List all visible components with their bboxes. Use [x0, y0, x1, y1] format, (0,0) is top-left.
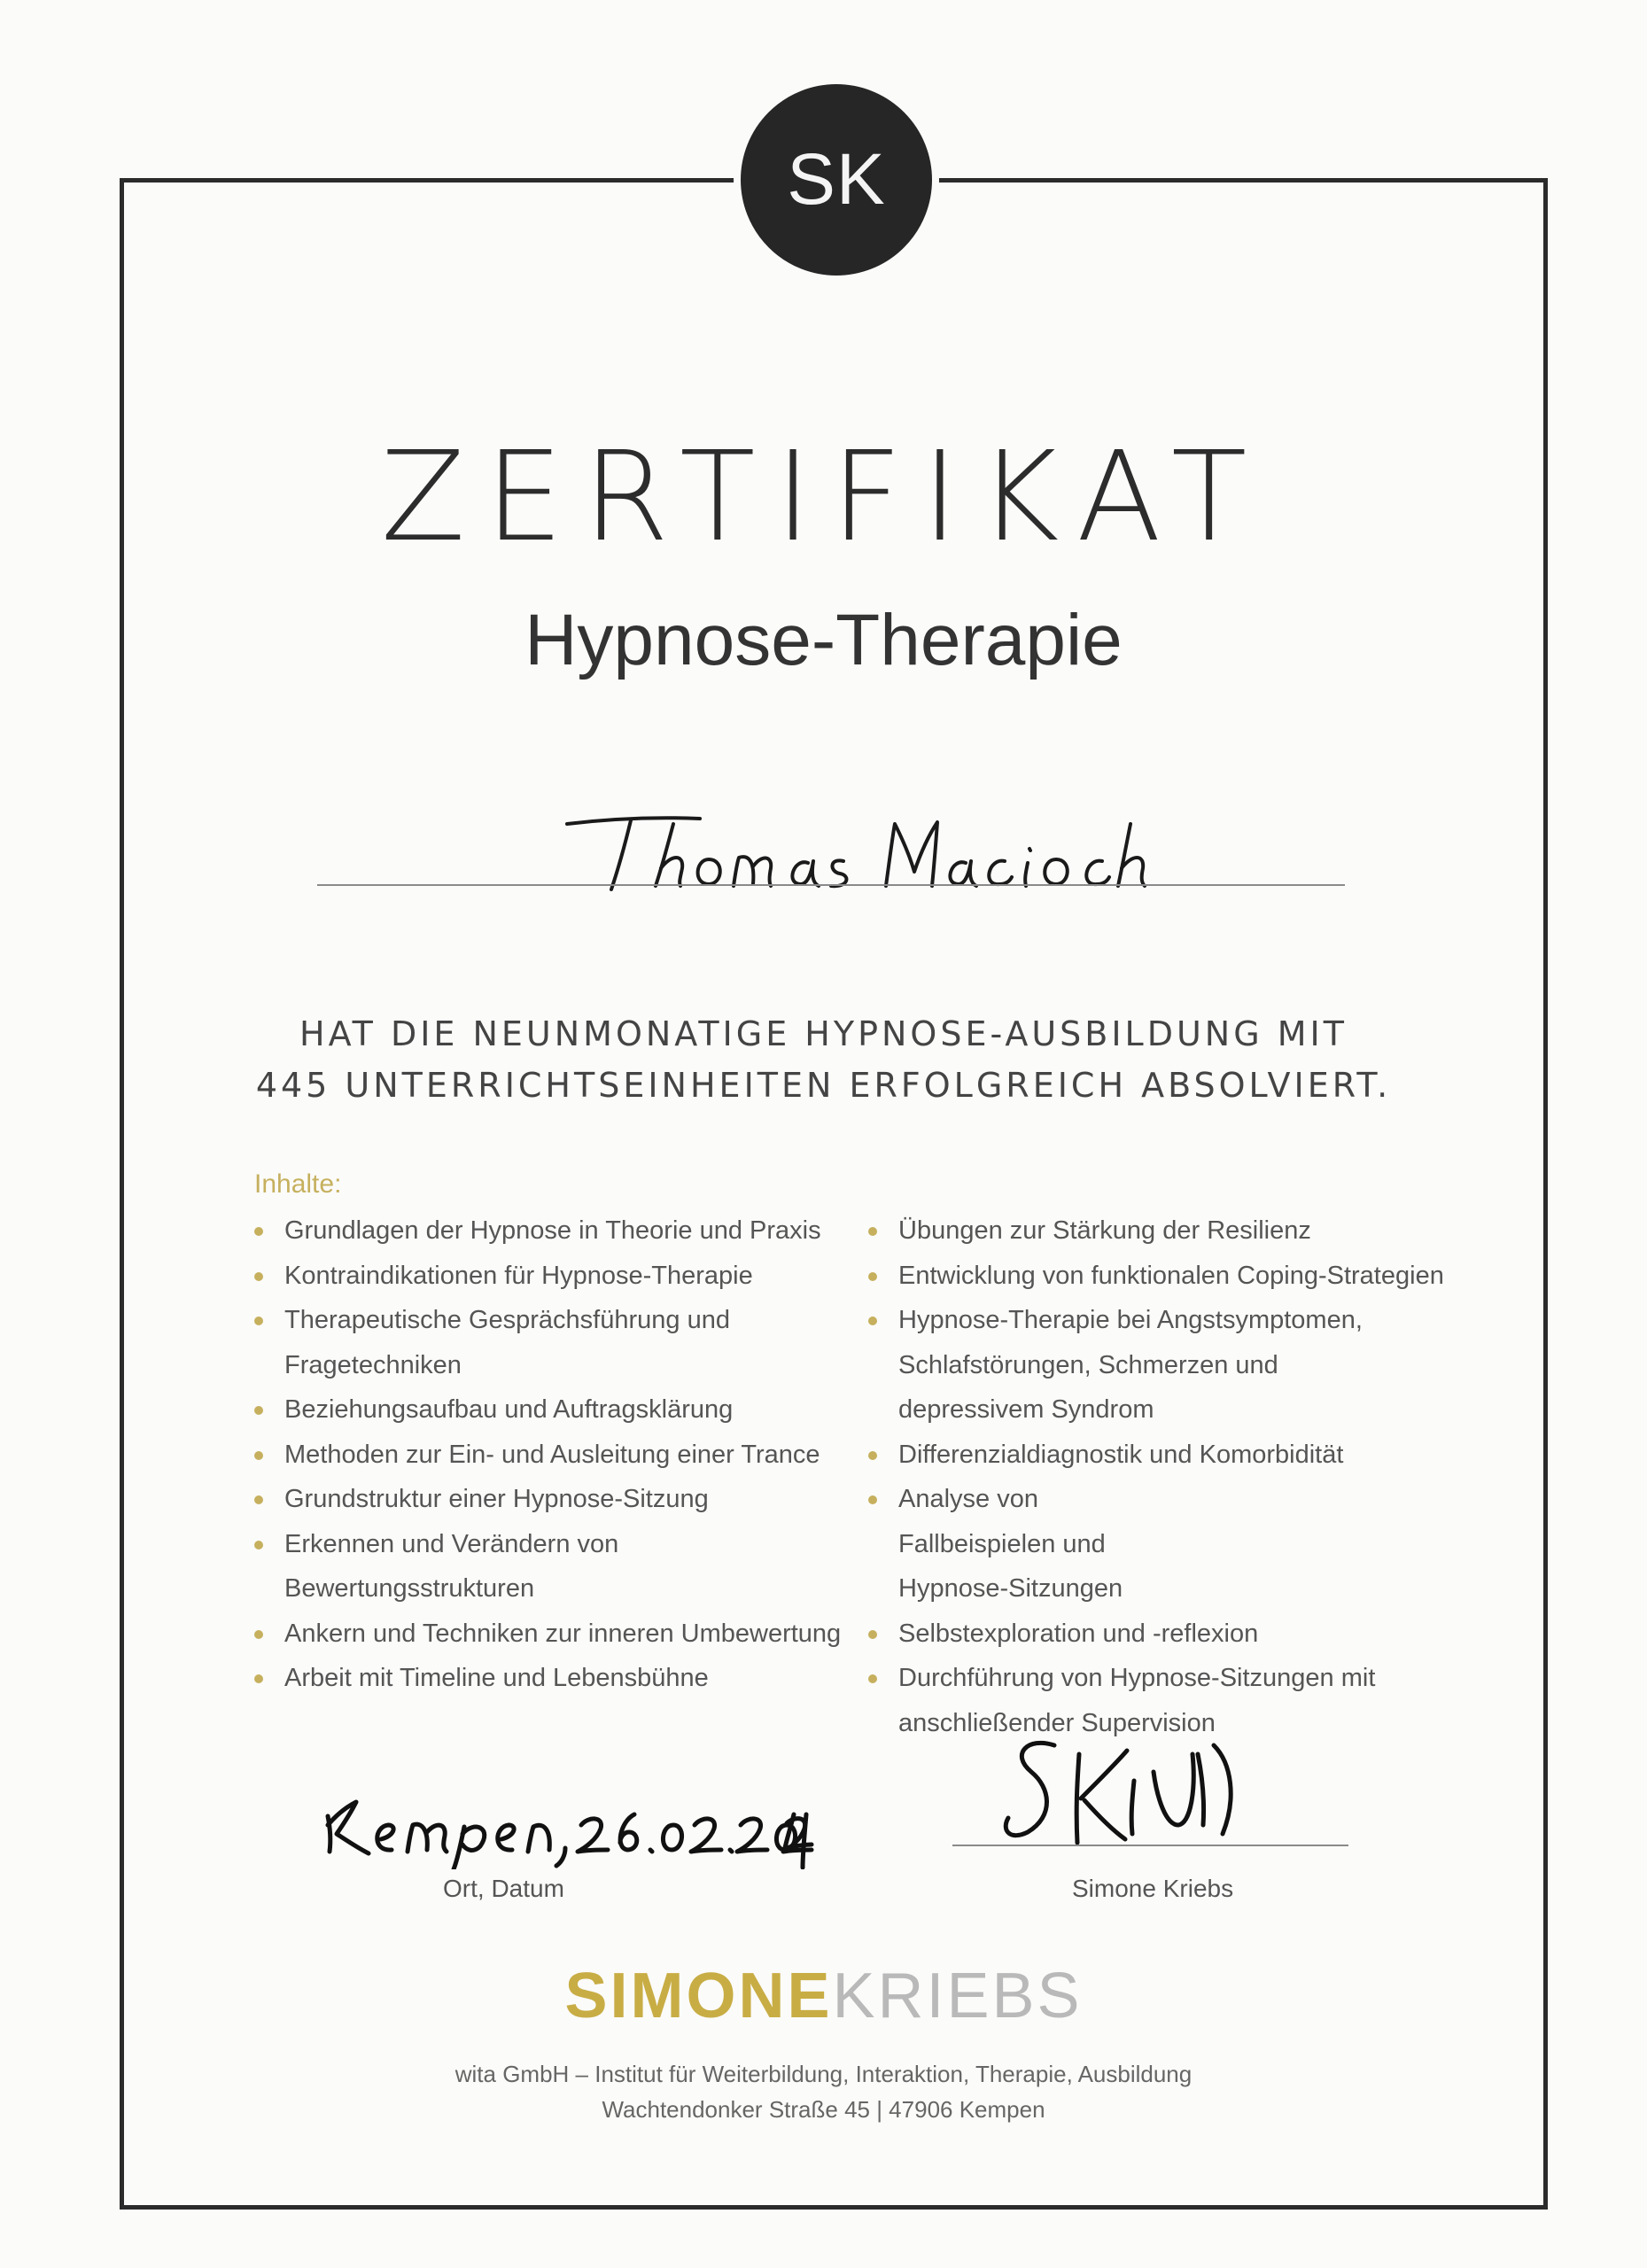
- list-item: Differenzialdiagnostik und Komorbidität: [868, 1433, 1488, 1478]
- name-underline: [317, 884, 1345, 886]
- list-item: Durchführung von Hypnose-Sitzungen mit anschließender Supervision: [868, 1656, 1395, 1745]
- list-item: Selbstexploration und -reflexion: [868, 1612, 1488, 1657]
- list-item: Grundstruktur einer Hypnose-Sitzung: [254, 1477, 857, 1522]
- brand-first-name: SIMONE: [564, 1961, 833, 2031]
- place-date-handwriting: [319, 1763, 815, 1869]
- list-item: Kontraindikationen für Hypnose-Therapie: [254, 1254, 857, 1299]
- signer-caption: Simone Kriebs: [1072, 1875, 1234, 1902]
- signature-simone-kriebs: [992, 1719, 1276, 1860]
- statement-line-2: 445 UNTERRICHTSEINHEITEN ERFOLGREICH ABSOLVIERT.: [255, 1066, 1392, 1105]
- list-item: Übungen zur Stärkung der Resilienz: [868, 1208, 1488, 1254]
- list-item: Ankern und Techniken zur inneren Umbewertung: [254, 1612, 857, 1657]
- completion-statement: [0, 1008, 1647, 1111]
- list-item: Arbeit mit Timeline und Lebensbühne: [254, 1656, 857, 1701]
- brand-last-name: KRIEBS: [832, 1961, 1083, 2031]
- contents-list-left: [254, 1208, 857, 1701]
- contents-list-right: [868, 1208, 1488, 1745]
- list-item: Methoden zur Ein- und Ausleitung einer Trance: [254, 1433, 857, 1478]
- certificate-title: ZERTIFIKAT: [380, 425, 1267, 570]
- signature-line: [952, 1845, 1348, 1846]
- list-item: Beziehungsaufbau und Auftragsklärung: [254, 1387, 857, 1433]
- brand-wordmark: [0, 1960, 1647, 2032]
- footer-address: Wachtendonker Straße 45 | 47906 Kempen: [602, 2096, 1045, 2123]
- place-date-caption: Ort, Datum: [443, 1875, 564, 1902]
- list-item: Grundlagen der Hypnose in Theorie und Praxis: [254, 1208, 857, 1254]
- list-item: Erkennen und Verändern von Bewertungsstrukturen: [254, 1522, 621, 1612]
- list-item: Hypnose-Therapie bei Angstsymptomen, Schlafstörungen, Schmerzen und depressivem Syndrom: [868, 1298, 1395, 1433]
- logo-initials: SK: [787, 139, 886, 220]
- statement-line-1: HAT DIE NEUNMONATIGE HYPNOSE-AUSBILDUNG MIT: [299, 1014, 1348, 1053]
- contents-heading: Inhalte:: [254, 1169, 342, 1199]
- certificate-subtitle: Hypnose-Therapie: [524, 600, 1123, 680]
- list-item: Therapeutische Gesprächsführung und Fragetechniken: [254, 1298, 745, 1387]
- list-item: Analyse von Fallbeispielen und Hypnose-Sitzungen: [868, 1477, 1191, 1612]
- sk-logo: [734, 77, 939, 283]
- footer-institute: wita GmbH – Institut für Weiterbildung, Interaktion, Therapie, Ausbildung: [454, 2061, 1193, 2087]
- list-item: Entwicklung von funktionalen Coping-Strategien: [868, 1254, 1488, 1299]
